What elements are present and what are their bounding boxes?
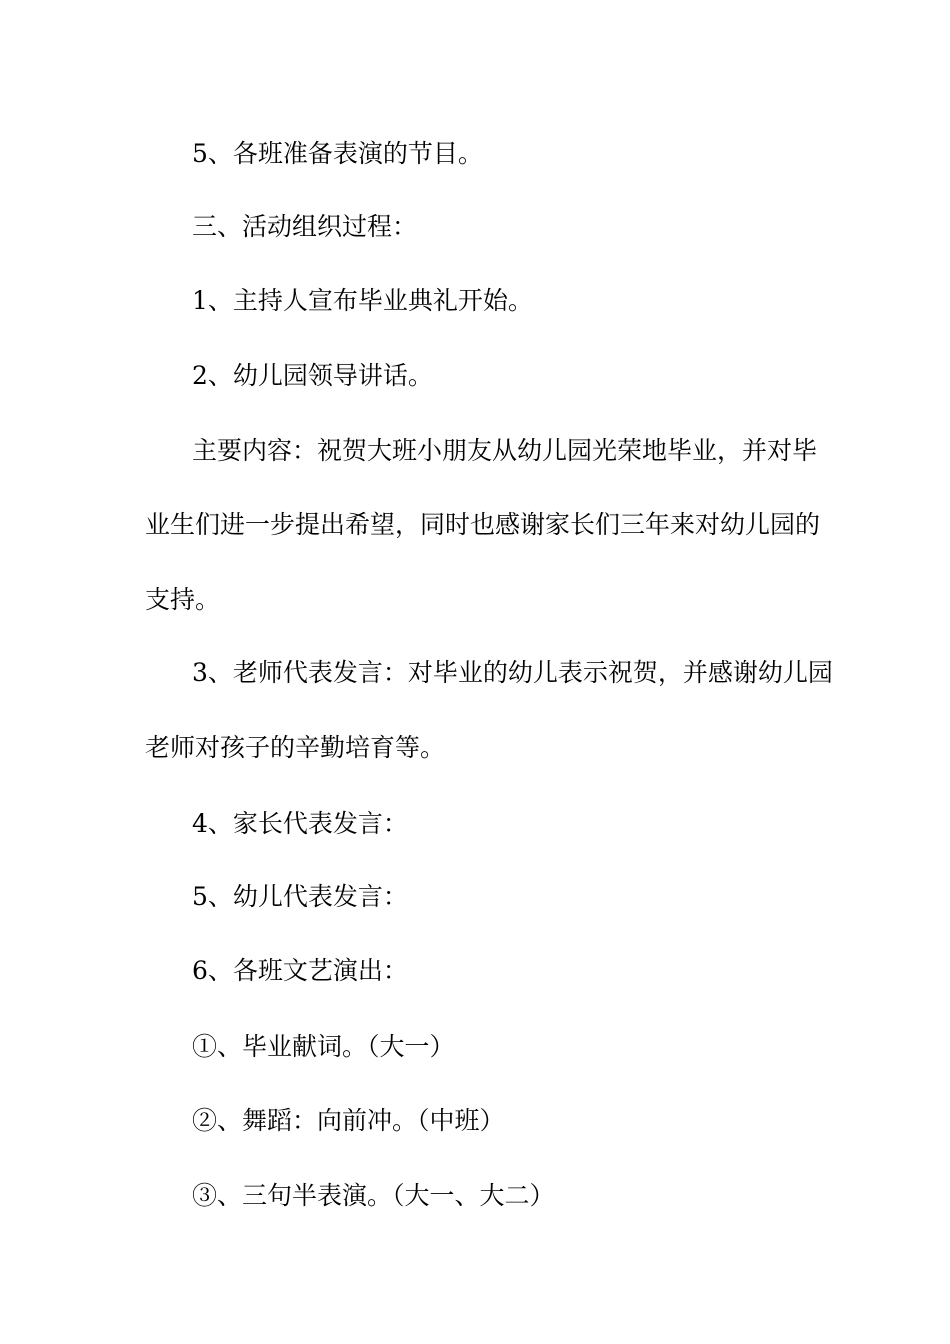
- paragraph-line: 老师对孩子的辛勤培育等。: [145, 733, 446, 762]
- section-heading: 三、活动组织过程：: [192, 212, 418, 241]
- paragraph-line: 4、家长代表发言：: [192, 809, 408, 838]
- list-item: ③、三句半表演。（大一、大二）: [192, 1181, 555, 1210]
- paragraph-line: 2、幼儿园领导讲话。: [192, 361, 433, 390]
- paragraph-line: 5、各班准备表演的节目。: [192, 139, 483, 168]
- paragraph-line: 支持。: [145, 585, 221, 614]
- list-item: ②、舞蹈：向前冲。（中班）: [192, 1106, 505, 1135]
- paragraph-line: 3、老师代表发言：对毕业的幼儿表示祝贺，并感谢幼儿园: [192, 658, 833, 687]
- list-item: ①、毕业献词。（大一）: [192, 1032, 455, 1061]
- paragraph-line: 主要内容：祝贺大班小朋友从幼儿园光荣地毕业，并对毕: [192, 436, 818, 465]
- paragraph-line: 6、各班文艺演出：: [192, 956, 408, 985]
- paragraph-line: 1、主持人宣布毕业典礼开始。: [192, 286, 533, 315]
- paragraph-line: 5、幼儿代表发言：: [192, 882, 408, 911]
- paragraph-line: 业生们进一步提出希望，同时也感谢家长们三年来对幼儿园的: [145, 510, 821, 539]
